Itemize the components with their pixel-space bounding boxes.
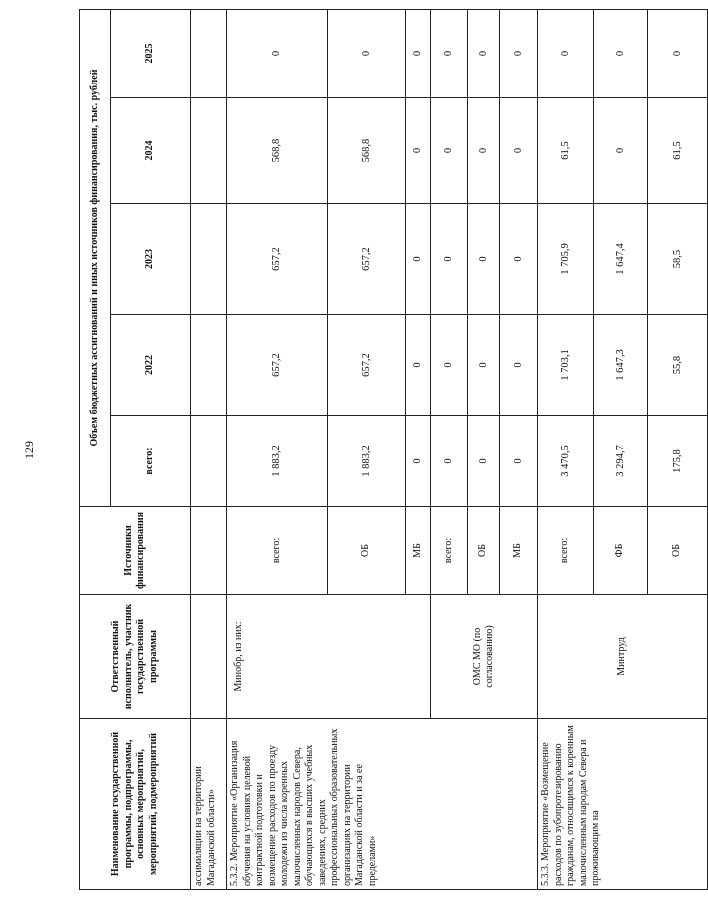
table-row (227, 10, 328, 890)
value-cell: 0 (468, 204, 500, 315)
source-cell: ОБ (328, 507, 406, 595)
value-cell: 0 (431, 98, 468, 204)
value-cell: 0 (468, 10, 500, 98)
source-cell: ФБ (594, 507, 648, 595)
source-cell: ОБ (468, 507, 500, 595)
value-cell: 1 883,2 (227, 416, 328, 507)
value-cell: 1 647,4 (594, 204, 648, 315)
source-cell: МБ (500, 507, 538, 595)
value-cell: 0 (468, 98, 500, 204)
header-name: Наименование государственной программы, подпрограммы, основных мероприятий, мероприятий, подмероприятий (80, 719, 191, 890)
source-cell: ОБ (648, 507, 708, 595)
source-cell: всего: (538, 507, 594, 595)
value-cell: 0 (500, 10, 538, 98)
financing-table (79, 9, 708, 890)
value-cell: 0 (594, 10, 648, 98)
value-cell: 0 (500, 98, 538, 204)
header-year-2022: 2022 (110, 315, 190, 416)
value-cell: 568,8 (227, 98, 328, 204)
table-row (191, 10, 227, 890)
value-cell: 0 (406, 315, 431, 416)
header-year-2023: 2023 (110, 204, 190, 315)
value-cell: 0 (648, 10, 708, 98)
value-cell: 0 (431, 204, 468, 315)
header-year-2025: 2025 (110, 10, 190, 98)
value-cell: 657,2 (227, 315, 328, 416)
value-cell (191, 204, 227, 315)
value-cell: 0 (431, 10, 468, 98)
value-cell: 0 (500, 416, 538, 507)
source-cell: всего: (431, 507, 468, 595)
rotated-table-container (79, 10, 683, 890)
value-cell: 0 (431, 315, 468, 416)
value-cell (191, 416, 227, 507)
page-number: 129 (22, 441, 36, 459)
value-cell: 0 (406, 98, 431, 204)
item-name-cell: 5.3.2. Мероприятие «Организация обучения на условиях целевой контрактной подготовки и возмещение расходов по проезду молодежи из числа коренных малочисленных народов Севера, обучающихся в высших учебных заведениях, средних профессиональных образовательных организациях на территории Магаданской области и за ее пределами» (227, 719, 538, 890)
value-cell: 0 (468, 416, 500, 507)
value-cell: 1 705,9 (538, 204, 594, 315)
value-cell: 1 703,1 (538, 315, 594, 416)
value-cell: 175,8 (648, 416, 708, 507)
value-cell: 61,5 (648, 98, 708, 204)
value-cell: 0 (468, 315, 500, 416)
header-volume: Объем бюджетных ассигнований и иных источников финансирования, тыс. рублей (80, 10, 111, 507)
value-cell: 58,5 (648, 204, 708, 315)
value-cell: 61,5 (538, 98, 594, 204)
value-cell: 0 (406, 416, 431, 507)
item-name-cell: ассимиляции на территории Магаданской области» (191, 719, 227, 890)
value-cell: 568,8 (328, 98, 406, 204)
value-cell: 3 294,7 (594, 416, 648, 507)
header-executor: Ответственный исполнитель, участник государственной программы (80, 595, 191, 719)
source-cell (191, 507, 227, 595)
value-cell: 0 (406, 10, 431, 98)
value-cell: 0 (538, 10, 594, 98)
value-cell (191, 10, 227, 98)
executor-cell: Минтруд (538, 595, 708, 719)
value-cell: 0 (500, 315, 538, 416)
item-name-cell: 5.3.3. Мероприятие «Возмещение расходов по зубопротезированию гражданам, относящимся к коренным малочисленным народам Севера и проживающим на (538, 719, 708, 890)
header-year-total: всего: (110, 416, 190, 507)
executor-cell: Минобр, из них: (227, 595, 431, 719)
value-cell: 657,2 (328, 204, 406, 315)
value-cell: 657,2 (328, 315, 406, 416)
executor-cell: ОМС МО (по согласованию) (431, 595, 538, 719)
value-cell (191, 98, 227, 204)
value-cell: 0 (594, 98, 648, 204)
table-row (538, 10, 594, 890)
value-cell (191, 315, 227, 416)
value-cell: 55,8 (648, 315, 708, 416)
value-cell: 0 (406, 204, 431, 315)
source-cell: всего: (227, 507, 328, 595)
executor-cell (191, 595, 227, 719)
source-cell: МБ (406, 507, 431, 595)
value-cell: 657,2 (227, 204, 328, 315)
value-cell: 0 (500, 204, 538, 315)
value-cell: 1 883,2 (328, 416, 406, 507)
value-cell: 1 647,3 (594, 315, 648, 416)
value-cell: 0 (328, 10, 406, 98)
value-cell: 0 (431, 416, 468, 507)
header-source: Источники финансирования (80, 507, 191, 595)
value-cell: 3 470,5 (538, 416, 594, 507)
value-cell: 0 (227, 10, 328, 98)
header-year-2024: 2024 (110, 98, 190, 204)
